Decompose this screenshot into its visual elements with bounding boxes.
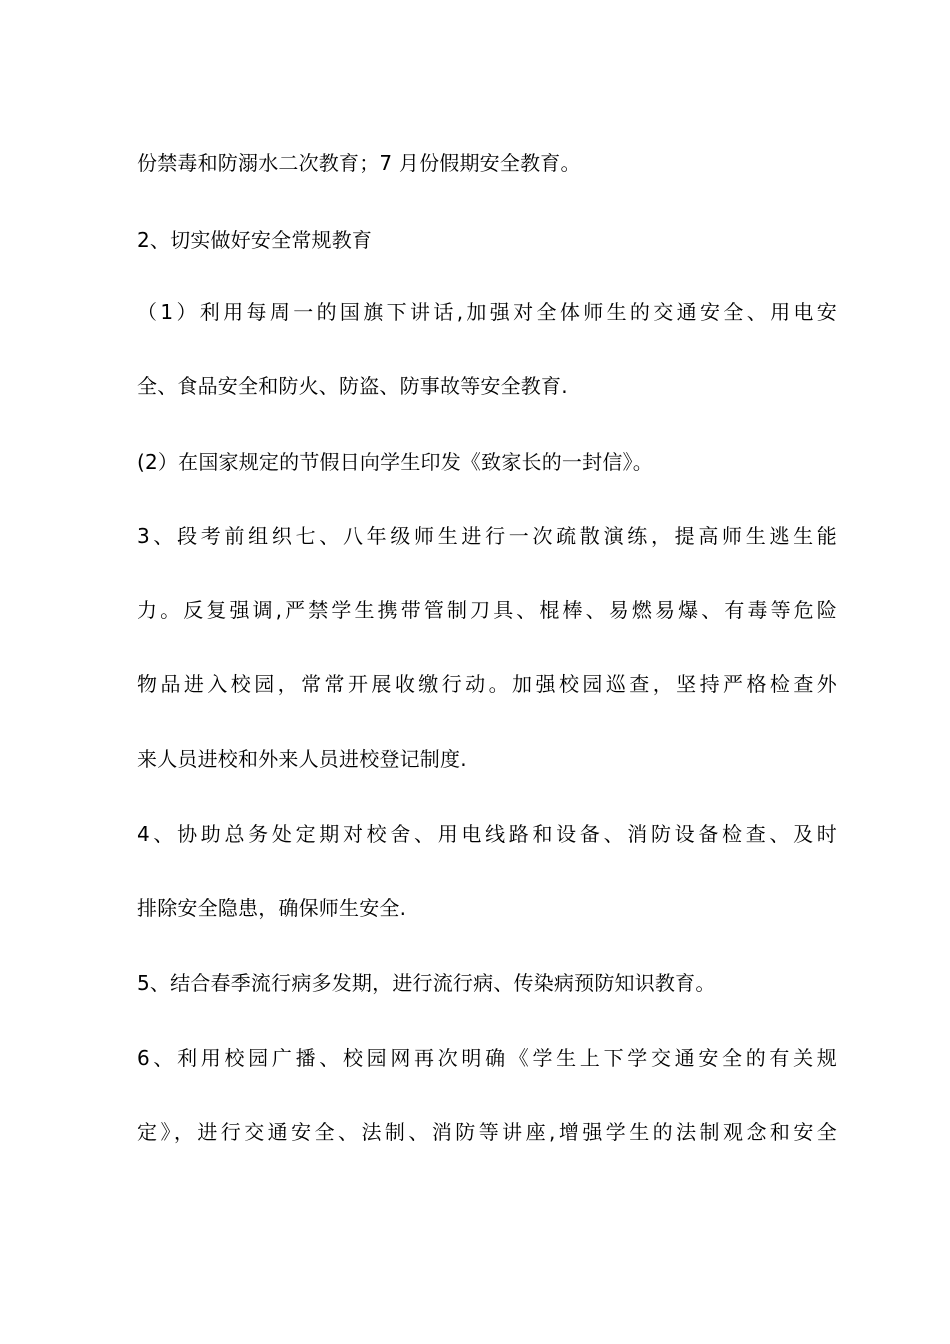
text-line: 力。反复强调,严禁学生携带管制刀具、棍棒、易燃易爆、有毒等危险 [137,598,837,622]
text-line: 4、协助总务处定期对校舍、用电线路和设备、消防设备检查、及时 [137,822,837,846]
text-line: （1）利用每周一的国旗下讲话,加强对全体师生的交通安全、用电安 [137,300,837,324]
text-line: 物品进入校园，常常开展收缴行动。加强校园巡查，坚持严格检查外 [137,672,837,696]
text-line: 全、食品安全和防火、防盗、防事故等安全教育. [137,374,568,398]
text-line: 3、段考前组织七、八年级师生进行一次疏散演练，提高师生逃生能 [137,524,837,548]
text-line: (2）在国家规定的节假日向学生印发《致家长的一封信》。 [137,450,653,474]
text-line: 6、利用校园广播、校园网再次明确《学生上下学交通安全的有关规 [137,1046,837,1070]
text-line: 份禁毒和防溺水二次教育；7 月份假期安全教育。 [137,151,581,175]
text-line: 5、结合春季流行病多发期，进行流行病、传染病预防知识教育。 [137,971,716,995]
text-line: 2、切实做好安全常规教育 [137,228,373,252]
text-line: 来人员进校和外来人员进校登记制度. [137,747,467,771]
text-line: 排除安全隐患，确保师生安全. [137,896,407,920]
text-line: 定》，进行交通安全、法制、消防等讲座,增强学生的法制观念和安全 [137,1120,837,1144]
